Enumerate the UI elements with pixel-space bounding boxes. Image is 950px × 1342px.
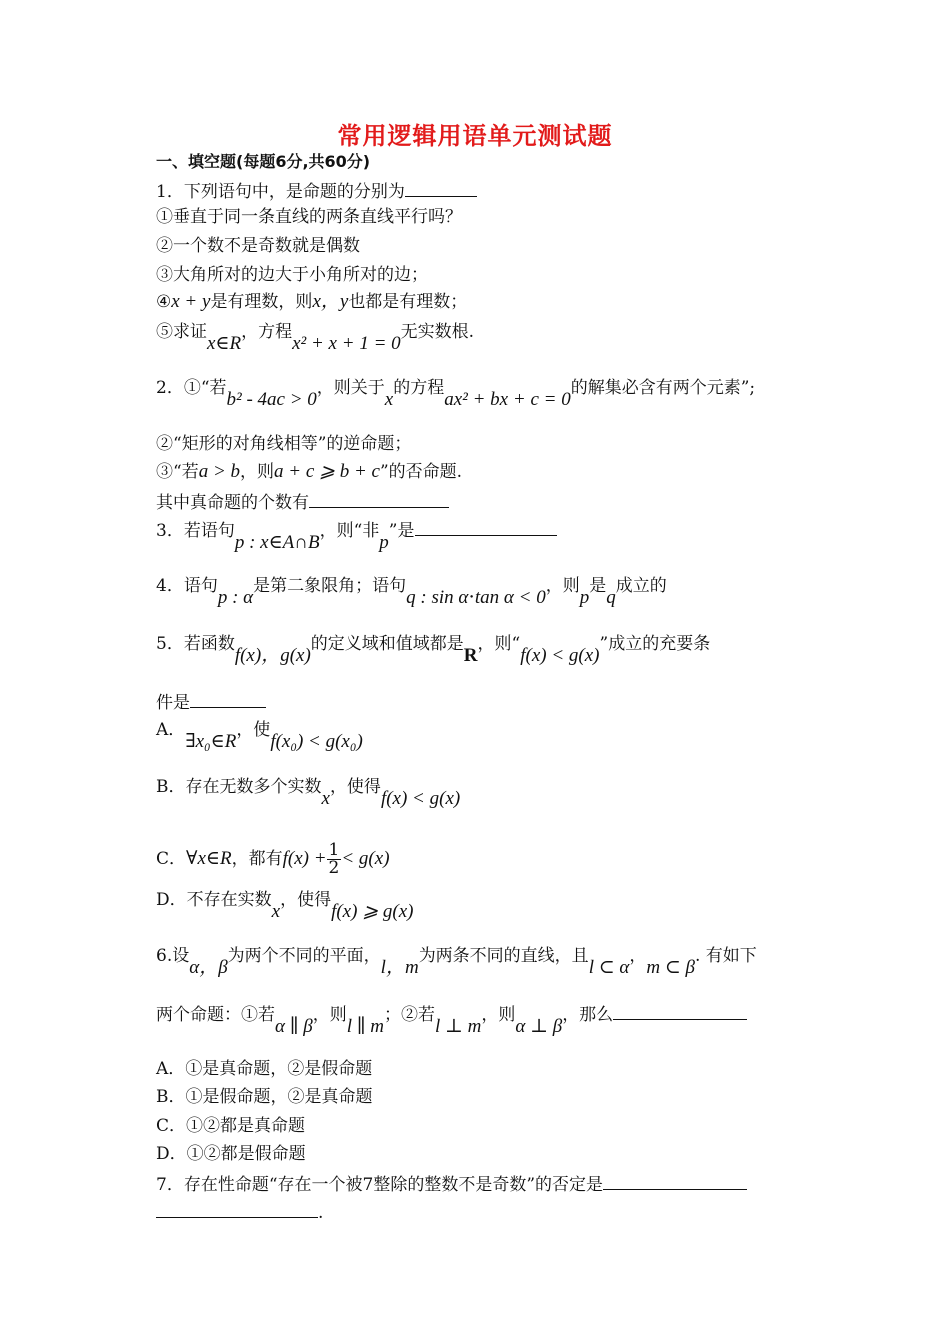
fraction-one-half: $\frac{1}{2}$ xyxy=(328,840,340,878)
answer-blank xyxy=(309,489,449,508)
q1-option-3: ③大角所对的边大于小角所对的边； xyxy=(156,265,428,285)
q1-option-5: ⑤求证x∈R，方程x² + x + 1 = 0无实数根. xyxy=(156,322,475,354)
answer-blank xyxy=(190,689,266,708)
answer-blank xyxy=(415,517,557,536)
answer-blank xyxy=(603,1171,747,1190)
q6-line-2: 两个命题：①若α ∥ β，则l ∥ m；②若l ⊥ m，则α ⊥ β，那么 xyxy=(156,1001,747,1027)
q6-option-b: B．①是假命题，②是真命题 xyxy=(156,1087,373,1107)
q1-option-4: ④x + y是有理数，则x，y也都是有理数； xyxy=(156,291,468,312)
q6-option-d: D．①②都是假命题 xyxy=(156,1144,306,1164)
q5-option-c: C．∀x∈R，都有f(x) + $\frac{1}{2}$ < g(x) xyxy=(156,840,390,878)
q5-option-a: A．∃x₀∈R，使f(x₀) < g(x₀) xyxy=(156,720,363,752)
section-heading: 一、填空题(每题6分,共60分) xyxy=(156,152,371,171)
q7-line-2: . xyxy=(156,1199,323,1225)
page-title: 常用逻辑用语单元测试题 xyxy=(337,121,613,150)
q6-option-a: A．①是真命题，②是假命题 xyxy=(156,1059,373,1079)
q5-option-b: B．存在无数多个实数x，使得f(x) < g(x) xyxy=(156,777,461,809)
q5-line-2: 件是 xyxy=(156,689,266,715)
q2-line-3: ③“若a > b，则a + c ⩾ b + c”的否命题. xyxy=(156,461,463,482)
q2-line-4: 其中真命题的个数有 xyxy=(156,489,449,515)
q5-line-1: 5．若函数f(x)，g(x)的定义域和值域都是R，则“f(x) < g(x)”成立的充要条 xyxy=(156,634,711,666)
answer-blank xyxy=(613,1001,747,1020)
q7-line-1: 7．存在性命题“存在一个被7整除的整数不是奇数”的否定是 xyxy=(156,1171,747,1197)
q2-line-2: ②“矩形的对角线相等”的逆命题； xyxy=(156,434,412,454)
answer-blank xyxy=(405,178,477,197)
q1-stem: 1．下列语句中，是命题的分别为 xyxy=(156,178,477,204)
q1-option-1: ①垂直于同一条直线的两条直线平行吗？ xyxy=(156,207,462,227)
q4-line: 4．语句p : α是第二象限角；语句q : sin α⋅tan α < 0，则p是q成立的 xyxy=(156,576,667,608)
answer-blank xyxy=(156,1199,318,1218)
q3-line: 3．若语句p : x∈A∩B，则“非p”是 xyxy=(156,517,557,543)
q2-line-1: 2．①“若b² - 4ac > 0，则关于x的方程ax² + bx + c = 0的解集必含有两个元素”; xyxy=(156,378,756,410)
q6-line-1: 6.设α，β为两个不同的平面，l，m为两条不同的直线，且l ⊂ α，m ⊂ β. 有如下 xyxy=(156,946,757,978)
q1-option-2: ②一个数不是奇数就是偶数 xyxy=(156,236,360,256)
q5-option-d: D．不存在实数x，使得f(x) ⩾ g(x) xyxy=(156,890,414,922)
q6-option-c: C．①②都是真命题 xyxy=(156,1116,306,1136)
